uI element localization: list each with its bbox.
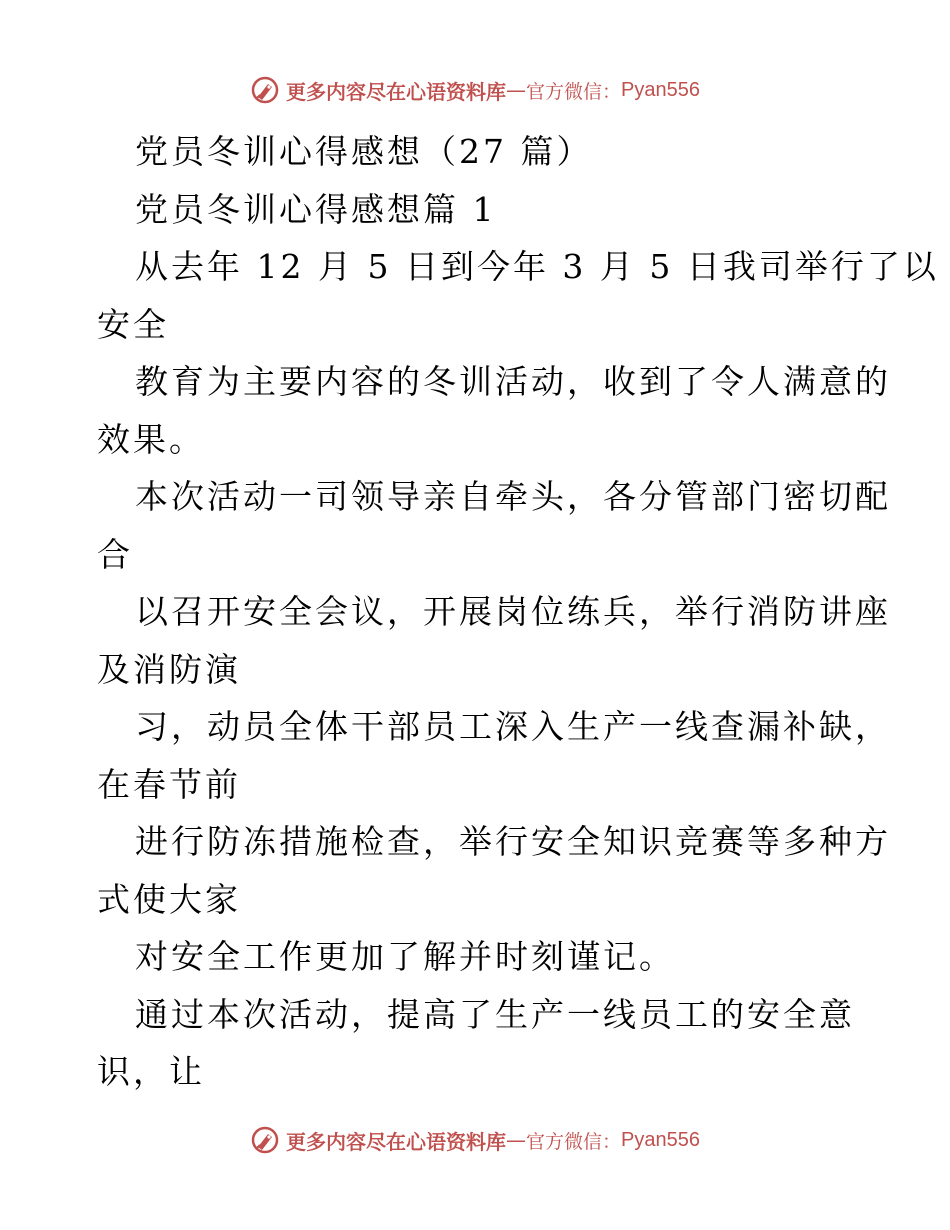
paragraph-line: 对安全工作更加了解并时刻谨记。	[135, 937, 675, 976]
paragraph-line: 以召开安全会议，开展岗位练兵，举行消防讲座	[135, 592, 891, 631]
pen-nib-circle-logo-icon	[250, 75, 280, 105]
paragraph-line: 识，让	[97, 1052, 205, 1091]
paragraph-line: 合	[97, 534, 133, 574]
paragraph-line: 在春节前	[97, 764, 241, 804]
paragraph-line: 教育为主要内容的冬训活动，收到了令人满意的	[135, 362, 891, 401]
section-heading: 党员冬训心得感想篇 1	[135, 189, 497, 229]
paragraph-line: 习，动员全体干部员工深入生产一线查漏补缺，	[135, 707, 891, 746]
footer-banner	[0, 1120, 950, 1160]
banner-contact-id: Pyan556	[621, 1128, 700, 1151]
paragraph-line: 进行防冻措施检查，举行安全知识竞赛等多种方	[135, 822, 891, 861]
header-banner	[0, 70, 950, 110]
banner-contact-label: 官方微信：	[526, 80, 622, 103]
banner-separator: —	[506, 78, 526, 102]
paragraph-line: 及消防演	[97, 649, 241, 689]
document-body	[97, 123, 939, 1101]
paragraph-line: 安全	[97, 304, 169, 344]
banner-separator: —	[506, 1128, 526, 1152]
banner-brand-text: 更多内容尽在心语资料库	[286, 1129, 506, 1154]
pen-nib-circle-logo-icon	[250, 1125, 280, 1155]
paragraph-line: 通过本次活动，提高了生产一线员工的安全意	[135, 994, 855, 1034]
paragraph-line: 式使大家	[97, 879, 241, 919]
paragraph-line: 从去年 12 月 5 日到今年 3 月 5 日我司举行了以	[135, 247, 939, 286]
paragraph-line: 效果。	[97, 419, 205, 459]
banner-contact-id: Pyan556	[621, 78, 700, 101]
banner-brand-text: 更多内容尽在心语资料库	[286, 79, 506, 104]
document-title: 党员冬训心得感想（27 篇）	[135, 132, 593, 171]
paragraph-line: 本次活动一司领导亲自牵头，各分管部门密切配	[135, 477, 891, 516]
banner-contact-label: 官方微信：	[526, 1130, 622, 1153]
